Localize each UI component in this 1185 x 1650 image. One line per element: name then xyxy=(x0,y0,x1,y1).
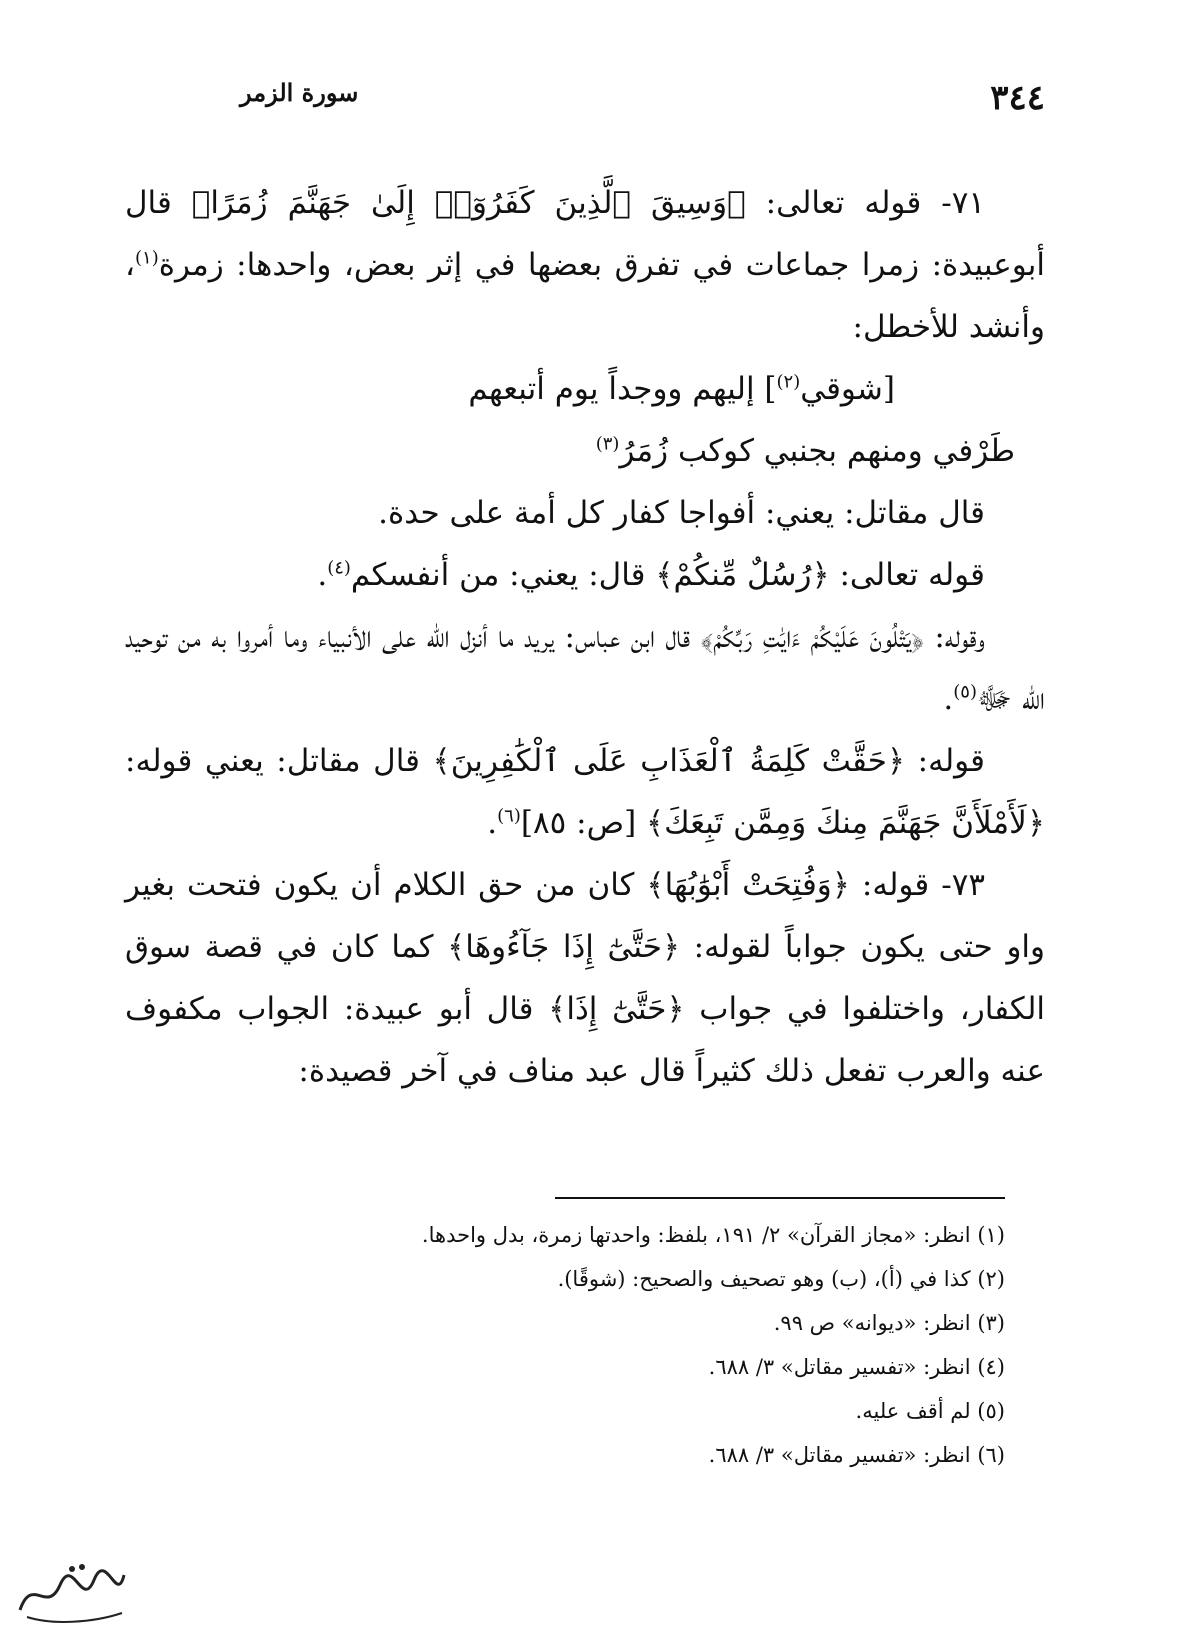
paragraph-text: ، وأنشد للأخطل: xyxy=(125,247,1045,345)
footnote-2: (٢) كذا في (أ)، (ب) وهو تصحيف والصحيح: (شوقًا). xyxy=(557,1267,1005,1291)
footnotes xyxy=(180,1213,1005,1477)
publisher-watermark-logo xyxy=(12,1555,132,1630)
footnote-4: (٤) انظر: «تفسير مقاتل» ٣/ ٦٨٨. xyxy=(708,1355,1005,1379)
main-text xyxy=(125,172,1045,1102)
footnote-5: (٥) لم أقف عليه. xyxy=(855,1399,1005,1423)
paragraph-yatlun xyxy=(125,606,1045,730)
footnote-ref: (٥) xyxy=(953,681,977,703)
paragraph-text: وقوله: ﴿يَتْلُونَ عَلَيْكُمْ ءَايَٰتِ رَبِّكُمْ﴾ قال ابن عباس: يريد ما أنزل الله على الأنبياء وما أمروا به من توحيد الله ﷻ xyxy=(125,619,1045,717)
paragraph-text: . xyxy=(943,681,954,717)
paragraph-text: قوله: ﴿حَقَّتْ كَلِمَةُ ٱلْعَذَابِ عَلَى ٱلْكَٰفِرِينَ﴾ قال مقاتل: يعني قوله: ﴿لَأَمْلَأَنَّ جَهَنَّمَ مِنكَ وَمِمَّن تَبِعَكَ﴾ [ص: ٨٥] xyxy=(125,743,1045,841)
footnote-6: (٦) انظر: «تفسير مقاتل» ٣/ ٦٨٨. xyxy=(708,1443,1005,1467)
paragraph-verse-71 xyxy=(125,172,1045,358)
poem-line-2 xyxy=(125,420,1045,482)
paragraph-muqatil: قال مقاتل: يعني: أفواجا كفار كل أمة على حدة. xyxy=(378,495,985,531)
poem-line-1 xyxy=(125,358,1045,420)
paragraph-rusul xyxy=(125,544,1045,606)
surah-title: سورة الزمر xyxy=(240,78,359,107)
footnote-ref: (٣) xyxy=(595,433,620,455)
paragraph-text: . xyxy=(317,557,328,593)
paragraph-text: ٧١- قوله تعالى: ﴿وَسِيقَ ٱلَّذِينَ كَفَرُوٓا۟ إِلَىٰ جَهَنَّمَ زُمَرًا﴾ قال أبوعبيدة: زمرا جماعات في تفرق بعضها في إثر بعض، واحدها: زمرة xyxy=(125,185,1045,283)
paragraph-text: . xyxy=(487,805,498,841)
footnote-ref: (٦) xyxy=(497,805,521,827)
footnote-3: (٣) انظر: «ديوانه» ص ٩٩. xyxy=(773,1311,1005,1335)
footnote-ref: (٤) xyxy=(327,557,351,579)
poem-text: طَرْفي ومنهم بجنبي كوكب زُمَرُ xyxy=(619,433,1015,469)
page-header xyxy=(120,78,1045,138)
footnote-divider xyxy=(555,1197,1005,1199)
poem-text: ] إليهم ووجداً يوم أتبعهم xyxy=(468,371,777,407)
paragraph-text: قوله تعالى: ﴿رُسُلٌ مِّنكُمْ﴾ قال: يعني: من أنفسكم xyxy=(350,557,985,593)
poem-text: [شوقي xyxy=(800,371,895,407)
footnote-ref: (٢) xyxy=(776,371,801,393)
paragraph-haqqat xyxy=(125,730,1045,854)
footnote-ref: (١) xyxy=(135,247,159,269)
page-number: ٣٤٤ xyxy=(990,78,1045,118)
footnote-1: (١) انظر: «مجاز القرآن» ٢/ ١٩١، بلفظ: واحدتها زمرة، بدل واحدها. xyxy=(421,1223,1005,1247)
paragraph-verse-73: ٧٣- قوله: ﴿وَفُتِحَتْ أَبْوَٰبُهَا﴾ كان من حق الكلام أن يكون فتحت بغير واو حتى يكون جواباً لقوله: ﴿حَتَّىٰٓ إِذَا جَآءُوهَا﴾ كما كان في قصة سوق الكفار، واختلفوا في جواب ﴿حَتَّىٰٓ إِذَا﴾ قال أبو عبيدة: الجواب مكفوف عنه والعرب تفعل ذلك كثيراً قال عبد مناف في آخر قصيدة: xyxy=(125,867,1045,1089)
